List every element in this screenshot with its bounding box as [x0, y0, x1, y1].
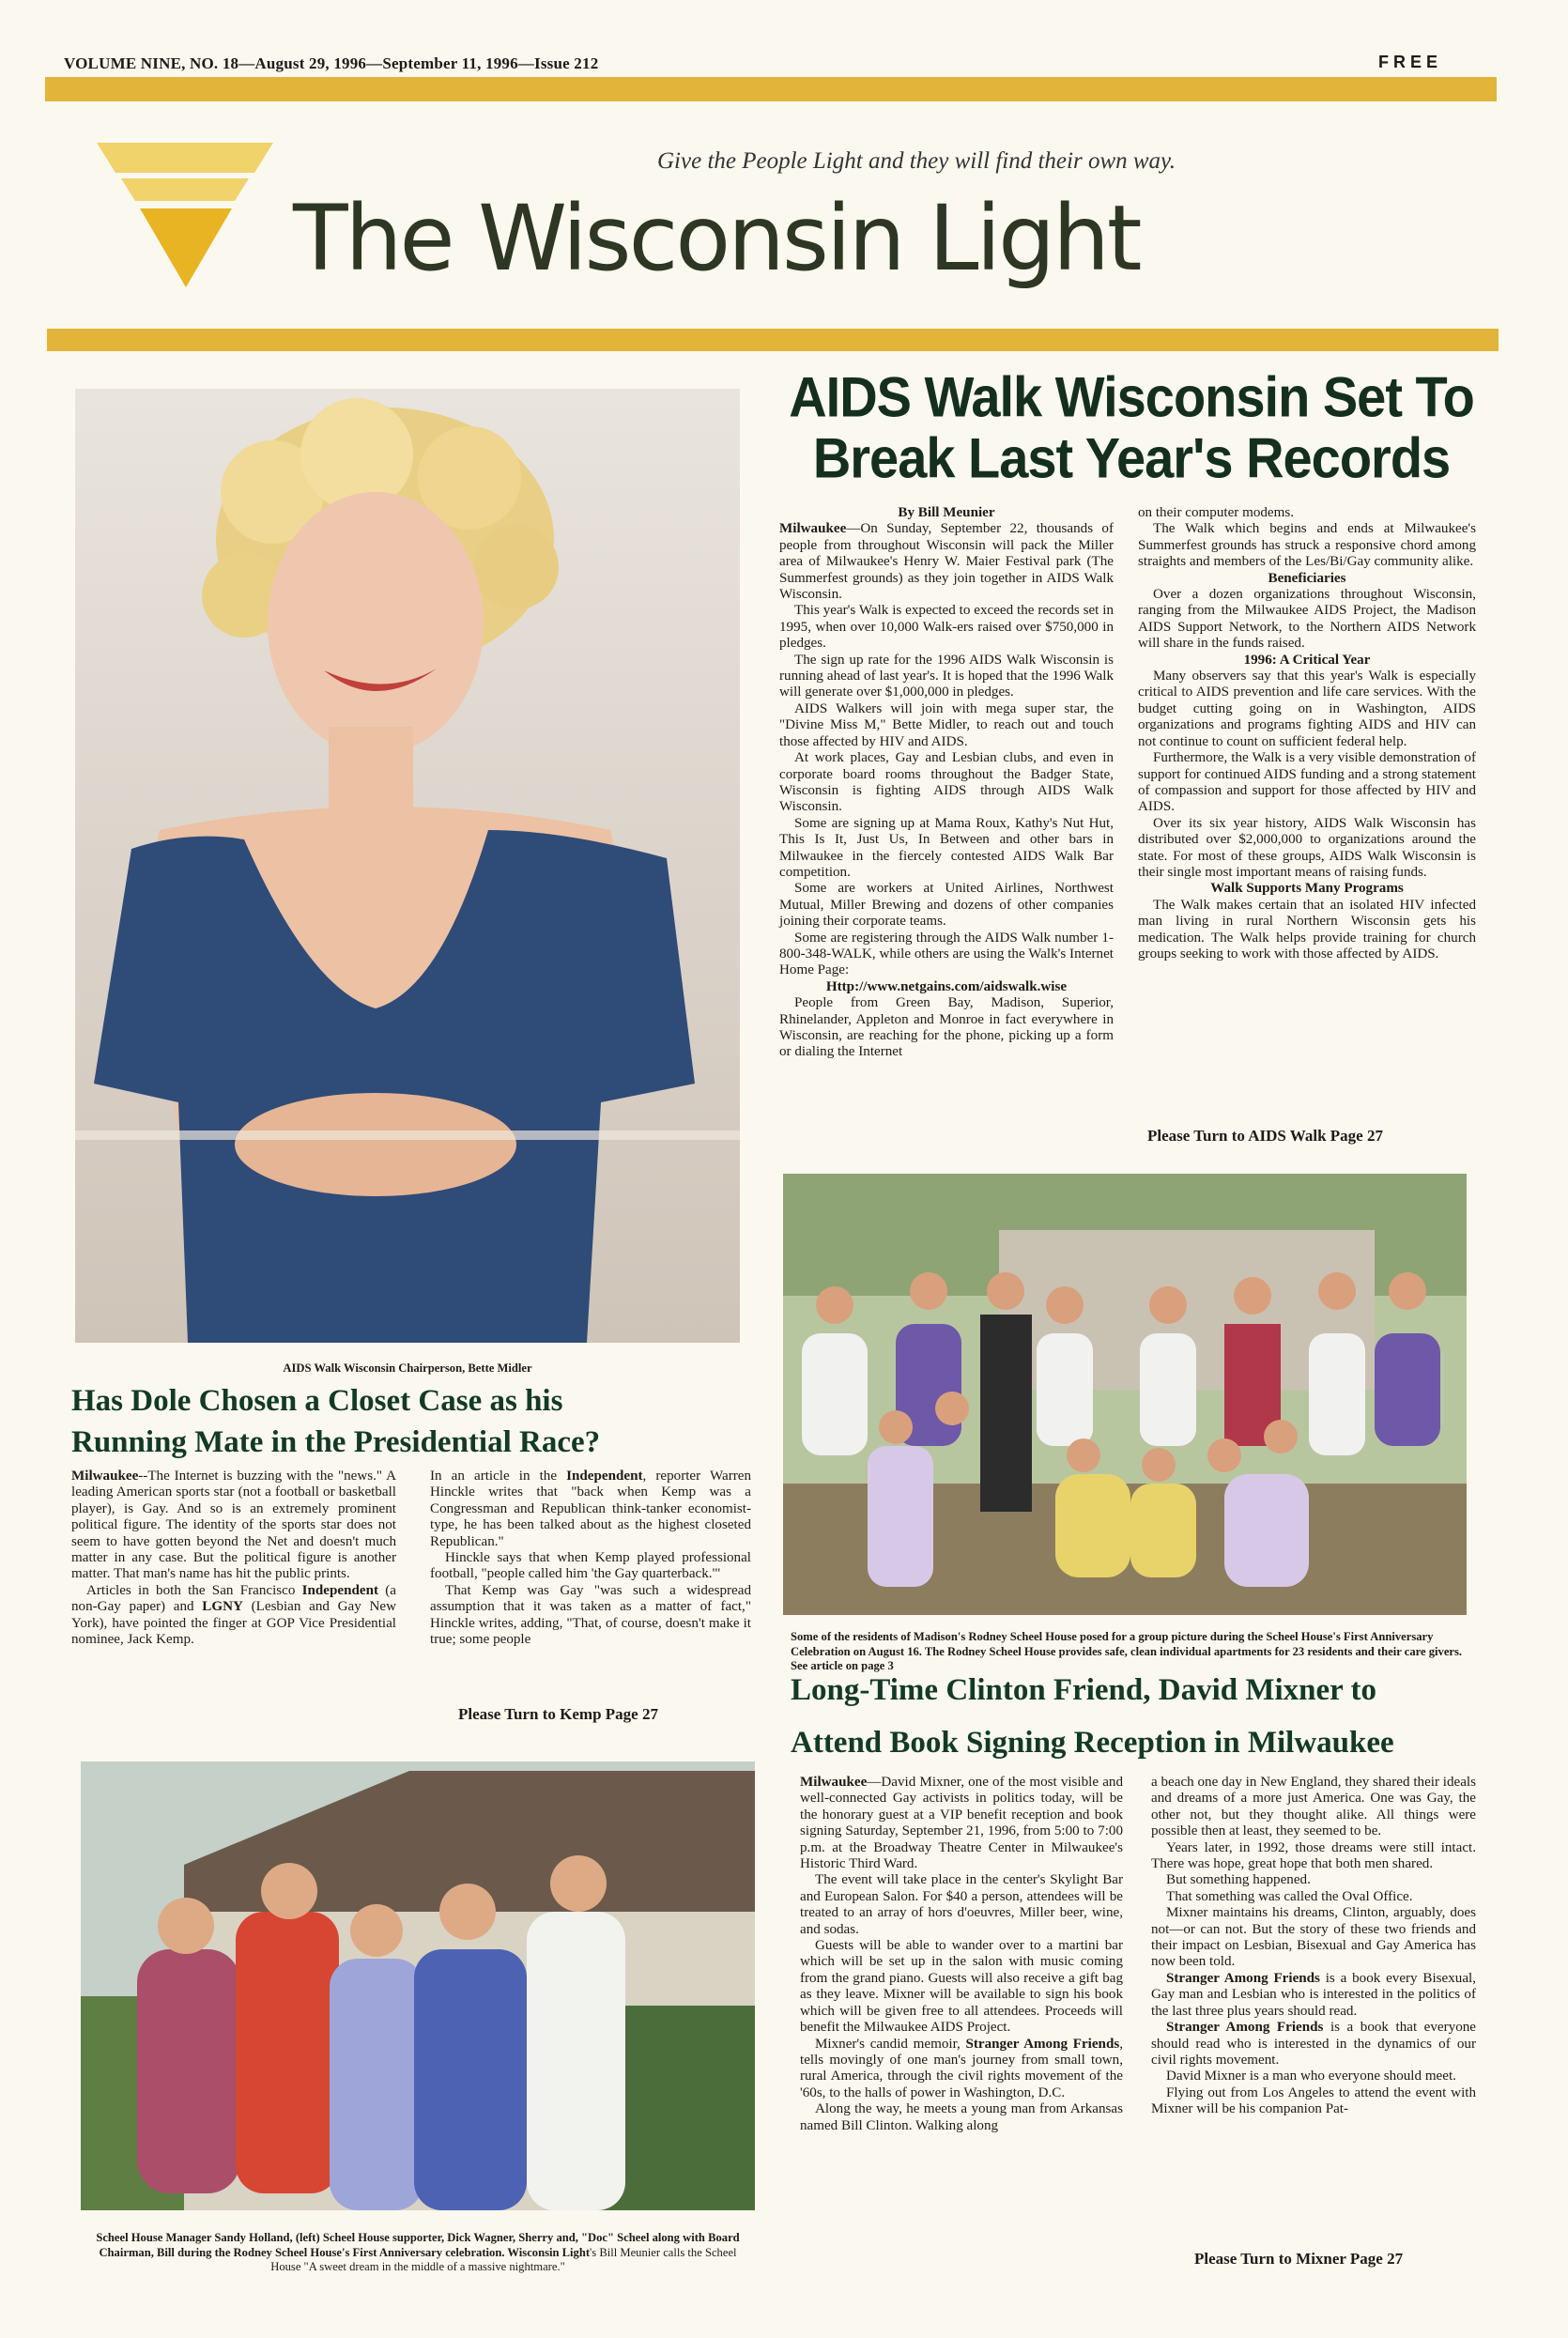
aids-walk-paragraph: on their computer modems. [1138, 505, 1294, 520]
aids-walk-turn-link[interactable]: Please Turn to AIDS Walk Page 27 [1147, 1127, 1383, 1145]
dateline: Milwaukee [779, 521, 847, 537]
aids-walk-paragraph: Some are signing up at Mama Roux, Kathy's Nut Hut, This Is It, Just Us, In Between and other bars in Milwaukee in the fiercely contested AIDS Walk Bar competition. [779, 815, 1114, 880]
mixner-headline-line2: Attend Book Signing Reception in Milwaukee [791, 1726, 1394, 1760]
aids-walk-paragraph: The Walk which begins and ends at Milwaukee's Summerfest grounds has struck a responsive chord among straights and members of the Les/Bi/Gay community alike. [1138, 521, 1476, 570]
aids-walk-paragraph: Furthermore, the Walk is a very visible demonstration of support for continued AIDS funding and a strong statement of compassion and support for those affected by HIV and AIDS. [1138, 750, 1476, 815]
logo-triangle-icon [89, 139, 282, 289]
top-gold-bar [45, 77, 1497, 101]
dole-headline-line2: Running Mate in the Presidential Race? [71, 1425, 601, 1459]
aids-walk-column-1 [779, 505, 1114, 1061]
aids-walk-paragraph: Over its six year history, AIDS Walk Wisconsin has distributed over $2,000,000 to organizations around the state. For most of these groups, AIDS Walk Wisconsin is their single most important means of raising funds. [1138, 815, 1476, 880]
dole-paragraph: That Kemp was Gay "was such a widespread assumption that it was taken as a matter of fact," Hinckle writes, adding, "That, of course, doesn't make it true; some people [430, 1582, 751, 1648]
mixner-paragraph: a beach one day in New England, they shared their ideals and dreams of a more just America. One was Gay, the other not, but they thought alike. All things were possible then at least, they seemed to be. [1151, 1775, 1476, 1839]
aids-walk-paragraph: AIDS Walkers will join with mega super star, the "Divine Miss M," Bette Midler, to reach out and touch those affected by HIV and AIDS. [779, 700, 1114, 749]
subhead-critical-year: 1996: A Critical Year [1243, 652, 1371, 668]
dole-headline-line1: Has Dole Chosen a Closet Case as his [71, 1384, 563, 1418]
mixner-paragraph: Years later, in 1992, those dreams were still intact. There was hope, great hope that both men shared. [1151, 1839, 1476, 1872]
aids-walk-paragraph: Some are workers at United Airlines, Northwest Mutual, Miller Brewing and dozens of other companies joining their corporate teams. [779, 881, 1114, 930]
aids-walk-url: Http://www.netgains.com/aidswalk.wise [825, 978, 1068, 994]
aids-walk-paragraph: Some are registering through the AIDS Walk number 1-800-348-WALK, while others are using the Walk's Internet Home Page: [779, 930, 1114, 978]
dole-column-1 [71, 1469, 396, 1648]
aids-walk-headline-line1: AIDS Walk Wisconsin Set To [789, 364, 1474, 429]
scheel-house-photo [81, 1761, 755, 2210]
aids-walk-lead: Milwaukee—On Sunday, September 22, thousands of people from throughout Wisconsin will pack the Miller area of Milwaukee's Henry W. Maier Festival park (The Summerfest grounds) as they join together in AIDS Walk Wisconsin. [779, 521, 1114, 603]
mixner-paragraph: The event will take place in the center's Skylight Bar and European Salon. For $40 a person, attendees will be treated to an array of hors d'oeuvres, Miller beer, wine, and sodas. [800, 1872, 1123, 1937]
masthead-gold-bar [47, 329, 1499, 351]
mixner-headline-line1: Long-Time Clinton Friend, David Mixner to [791, 1673, 1376, 1707]
dole-lead: Milwaukee--The Internet is buzzing with the "news." A leading American sports star (not a football or basketball player), is Gay. And so is an extremely prominent political figure. The identity of the sports star does not seem to have gotten beyond the Net and doesn't much matter in any case. But the political figure is another matter. That man's name has hit the public prints. [71, 1469, 396, 1582]
mixner-column-2 [1151, 1775, 1476, 2118]
aids-walk-column-2 [1138, 505, 1476, 962]
mixner-turn-link[interactable]: Please Turn to Mixner Page 27 [1194, 2250, 1404, 2268]
dole-paragraph: Hinckle says that when Kemp played professional football, "people called him 'the Gay quarterback.'" [430, 1550, 751, 1582]
group-photo-caption: Some of the residents of Madison's Rodney Scheel House posed for a group picture during the Scheel House's First Anniversary Celebration on August 16. The Rodney Scheel House provides safe, clean individual apartments for 23 residents and their care givers. See article on page 3 [791, 1630, 1463, 1672]
mixner-paragraph: Stranger Among Friends is a book that everyone should read who is interested in the dynamics of our civil rights movement. [1151, 2020, 1476, 2068]
aids-walk-paragraph: Many observers say that this year's Walk is especially critical to AIDS prevention and life care services. With the budget cutting going on in Washington, AIDS organizations and programs fighting AIDS and HIV can not continue to count on sufficient federal help. [1138, 669, 1476, 749]
kemp-turn-link[interactable]: Please Turn to Kemp Page 27 [458, 1705, 658, 1723]
tagline: Give the People Light and they will find their own way. [657, 148, 1176, 174]
mixner-column-1 [800, 1775, 1123, 2134]
aids-walk-paragraph: The Walk makes certain that an isolated HIV infected man living in rural Northern Wisconsin gets his medication. The Walk helps provide training for church groups seeking to work with those affected by AIDS. [1138, 897, 1476, 961]
mixner-paragraph: Guests will be able to wander over to a martini bar which will be set up in the salon with music coming from the grand piano. Guests will also receive a gift bag as they leave. Mixner will be available to sign his book which will be given free to all attendees. Proceeds will benefit the Milwaukee AIDS Project. [800, 1938, 1123, 2036]
subhead-beneficiaries: Beneficiaries [1268, 570, 1346, 586]
masthead-title: The Wisconsin Light [293, 186, 1140, 291]
free-label: FREE [1378, 53, 1443, 71]
mixner-paragraph: Along the way, he meets a young man from Arkansas named Bill Clinton. Walking along [800, 2101, 1123, 2133]
aids-walk-paragraph: People from Green Bay, Madison, Superior, Rhinelander, Appleton and Monroe in fact everywhere in Wisconsin, are reaching for the phone, picking up a form or dialing the Internet [779, 995, 1114, 1060]
aids-walk-byline: By Bill Meunier [898, 505, 995, 520]
mixner-lead: Milwaukee—David Mixner, one of the most visible and well-connected Gay activists in politics today, will be the honorary guest at a VIP benefit reception and book signing Saturday, September 21, 1996, from 5:00 to 7:00 p.m. at the Broadway Theatre Center in Milwaukee's Historic Third Ward. [800, 1775, 1123, 1872]
mixner-paragraph: But something happened. [1166, 1872, 1311, 1888]
midler-caption: AIDS Walk Wisconsin Chairperson, Bette Midler [283, 1361, 532, 1375]
bette-midler-photo [75, 389, 740, 1343]
mixner-paragraph: Stranger Among Friends is a book every Bisexual, Gay man and Lesbian who is interested in the politics of the last three plus years should read. [1151, 1970, 1476, 2019]
aids-walk-paragraph: At work places, Gay and Lesbian clubs, and even in corporate board rooms throughout the Badger State, Wisconsin is fighting AIDS through AIDS Walk Wisconsin. [779, 750, 1114, 815]
aids-walk-headline-line2: Break Last Year's Records [812, 425, 1451, 490]
subhead-programs: Walk Supports Many Programs [1210, 881, 1404, 897]
aids-walk-paragraph: This year's Walk is expected to exceed the records set in 1995, when over 10,000 Walk-ers raised over $750,000 in pledges. [779, 603, 1114, 652]
mixner-paragraph: Flying out from Los Angeles to attend the event with Mixner will be his companion Pat- [1151, 2084, 1476, 2117]
aids-walk-paragraph: The sign up rate for the 1996 AIDS Walk Wisconsin is running ahead of last year's. It is hoped that the 1996 Walk will generate over $1,000,000 in pledges. [779, 652, 1114, 700]
dole-column-2 [430, 1469, 751, 1648]
issue-line: VOLUME NINE, NO. 18—August 29, 1996—September 11, 1996—Issue 212 [64, 54, 599, 72]
dole-paragraph: Articles in both the San Francisco Independent (a non-Gay paper) and LGNY (Lesbian and Gay New York), have pointed the finger at GOP Vice Presidential nominee, Jack Kemp. [71, 1582, 396, 1648]
scheel-photo-caption: Scheel House Manager Sandy Holland, (left) Scheel House supporter, Dick Wagner, Sherry and, "Doc" Scheel along with Board Chairman, Bill during the Rodney Scheel House's First Anniversary celebration. Wisconsin Light's Bill Meunier calls the Scheel House "A sweet dream in the middle of a massive nightmare." [96, 2231, 740, 2273]
dole-paragraph: In an article in the Independent, reporter Warren Hinckle writes that "back when Kemp was a Congressman and Republican think-tanker economist-type, he has been talked about as the highest closeted Republican." [430, 1469, 751, 1549]
mixner-paragraph: David Mixner is a man who everyone should meet. [1166, 2069, 1456, 2084]
mixner-paragraph: That something was called the Oval Office. [1166, 1888, 1413, 1904]
mixner-paragraph: Mixner maintains his dreams, Clinton, arguably, does not—or can not. But the story of these two friends and their impact on Lesbian, Bisexual and Gay America has now been told. [1151, 1905, 1476, 1970]
mixner-paragraph: Mixner's candid memoir, Stranger Among Friends, tells movingly of one man's journey from small town, rural America, through the civil rights movement of the '60s, to the halls of power in Washington, D.C. [800, 2036, 1123, 2100]
aids-walk-paragraph: Over a dozen organizations throughout Wisconsin, ranging from the Milwaukee AIDS Project, the Madison AIDS Support Network, to the Northern AIDS Network will share in the funds raised. [1138, 587, 1476, 652]
scheel-residents-group-photo [783, 1174, 1467, 1615]
